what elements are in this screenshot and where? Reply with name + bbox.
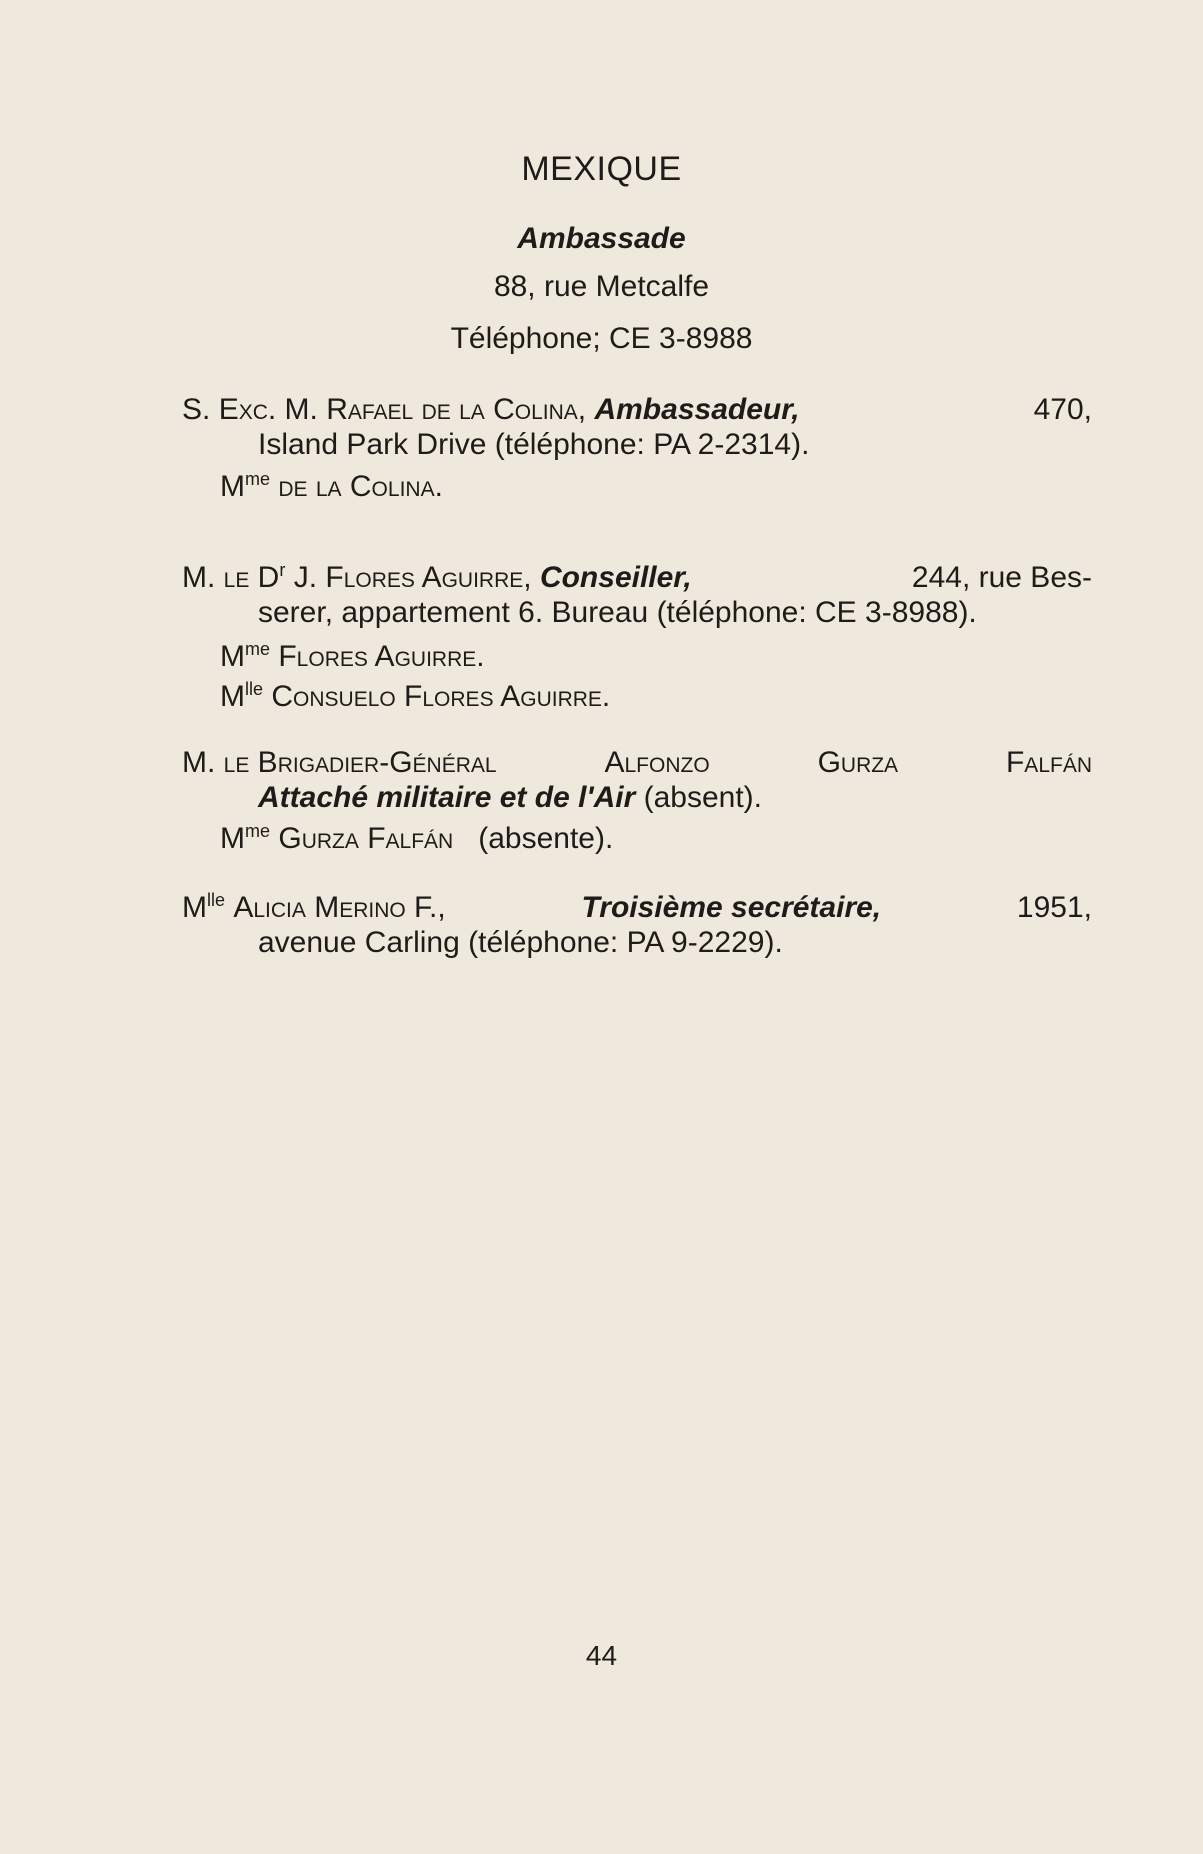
entry-line-1 [182, 392, 1092, 427]
spouse-prefix: M [220, 822, 245, 855]
entry-sup: r [279, 560, 286, 580]
entry-line-2: Island Park Drive (téléphone: PA 2-2314). [258, 428, 810, 461]
entry-title: Troisième secrétaire, [581, 891, 882, 924]
entry-status: (absent). [643, 781, 762, 814]
entry-ambassador [182, 392, 1092, 462]
spouse-line [220, 640, 485, 674]
child-sup: lle [245, 679, 264, 699]
embassy-phone: Téléphone; CE 3-8988 [450, 322, 753, 355]
spouse-sup: me [245, 469, 271, 489]
spouse-name: Gurza Falfán [278, 822, 454, 855]
section-subtitle: Ambassade [517, 222, 686, 255]
entry-title: Attaché militaire et de l'Air [258, 781, 636, 814]
entry-line-1 [182, 560, 1092, 595]
spouse-name: Flores Aguirre. [278, 640, 485, 673]
entry-third-secretary [182, 890, 1092, 960]
spouse-line [220, 822, 613, 856]
entry-name: Exc. M. Rafael de la Colina, [218, 393, 587, 426]
entry-name-group [182, 890, 446, 925]
entry-name-part-2: Alfonzo [604, 746, 710, 779]
entry-line-1 [182, 745, 1092, 780]
spouse-sup: me [245, 821, 271, 841]
entry-title: Ambassadeur, [594, 393, 800, 426]
entry-name-part-4: Falfán [1005, 746, 1092, 779]
entry-attache [182, 745, 1092, 815]
entry-name-2: J. Flores Aguirre, [293, 561, 532, 594]
spouse-name: de la Colina. [278, 470, 443, 503]
page-number: 44 [585, 1640, 618, 1671]
entry-name-part-1: M. le Brigadier-Général [182, 746, 497, 779]
entry-title: Conseiller, [539, 561, 692, 594]
entry-name-group [182, 392, 800, 427]
entry-sup: lle [207, 890, 226, 910]
entry-rest: 244, rue Bes- [911, 561, 1092, 594]
entry-prefix: S. [182, 393, 219, 426]
child-prefix: M [220, 680, 245, 713]
spouse-prefix: M [220, 640, 245, 673]
entry-name-part-3: Gurza [817, 746, 899, 779]
entry-line-2: serer, appartement 6. Bureau (téléphone: CE 3-8988). [258, 596, 977, 629]
embassy-address: 88, rue Metcalfe [493, 270, 710, 303]
entry-line-2 [182, 780, 1092, 815]
entry-name: M. le D [182, 561, 280, 594]
entry-name: Alicia Merino F., [233, 891, 446, 924]
spouse-prefix: M [220, 470, 245, 503]
entry-line-1 [182, 890, 1092, 925]
spouse-status: (absente). [478, 822, 614, 855]
child-line [220, 680, 610, 714]
entry-name-group [182, 560, 692, 595]
entry-prefix: M [182, 891, 207, 924]
spouse-line [220, 470, 443, 504]
entry-counsellor [182, 560, 1092, 630]
child-name: Consuelo Flores Aguirre. [271, 680, 611, 713]
entry-line-2: avenue Carling (téléphone: PA 9-2229). [258, 926, 783, 959]
entry-rest: 470, [1033, 393, 1092, 426]
country-heading: MEXIQUE [521, 150, 682, 188]
entry-rest: 1951, [1016, 891, 1092, 924]
spouse-sup: me [245, 639, 271, 659]
